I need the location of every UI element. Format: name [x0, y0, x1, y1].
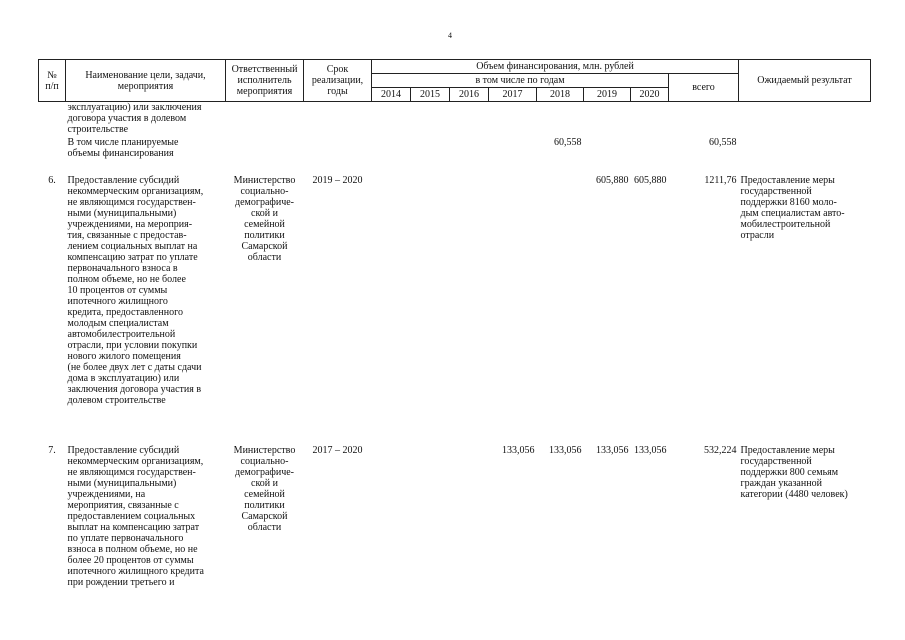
- row-org: [226, 137, 304, 175]
- header-year-2019: 2019: [584, 88, 631, 102]
- row-value-2019: 605,880: [596, 174, 629, 186]
- row-value-2019: [584, 102, 631, 137]
- header-year-2015: 2015: [411, 88, 450, 102]
- row-org: Министерство социально- демографиче- ской и семейной политики Самарской области: [233, 174, 296, 263]
- header-year-2016: 2016: [450, 88, 489, 102]
- header-funding: Объем финансирования, млн. рублей: [372, 60, 739, 74]
- header-name: Наименование цели, задачи, мероприятия: [66, 60, 226, 102]
- row-value-2014: [372, 102, 411, 137]
- table-row: [39, 102, 871, 137]
- row-name: эксплуатацию) или заключения договора участия в долевом строительстве: [67, 102, 202, 135]
- row-value-2016: [450, 102, 489, 137]
- table-row: [39, 445, 871, 588]
- row-value-2014: [372, 445, 411, 588]
- row-value-2015: [411, 445, 450, 588]
- header-by-year: в том числе по годам: [372, 74, 669, 88]
- row-value-2019: 133,056: [596, 444, 629, 456]
- row-result: Предоставление меры государственной поддержки 8160 моло- дым специалистам авто- мобилестроительной отрасли: [740, 174, 845, 241]
- row-term: 2019 – 2020: [312, 174, 363, 186]
- row-value-2020: 133,056: [634, 444, 667, 456]
- row-value-2015: [411, 137, 450, 175]
- table-row: [39, 137, 871, 175]
- row-term: 2017 – 2020: [312, 444, 363, 456]
- row-num: 7.: [48, 444, 56, 456]
- header-num: № п/п: [39, 60, 66, 102]
- header-total: всего: [669, 74, 739, 102]
- row-value-2017: [489, 102, 537, 137]
- row-value-2018: 60,558: [554, 136, 582, 148]
- header-year-2018: 2018: [537, 88, 584, 102]
- header-year-2020: 2020: [631, 88, 669, 102]
- row-value-2020: [631, 137, 669, 175]
- row-result: Предоставление меры государственной поддержки 800 семьям граждан указанной категории (4480 человек): [740, 444, 848, 500]
- row-org: Министерство социально- демографиче- ской и семейной политики Самарской области: [233, 444, 296, 533]
- row-num: [39, 102, 66, 137]
- row-value-2014: [372, 175, 411, 445]
- row-value-2018: [537, 102, 584, 137]
- funding-table: [38, 59, 871, 588]
- row-value-2017: [489, 175, 537, 445]
- row-result: [739, 102, 871, 137]
- row-num: [39, 137, 66, 175]
- row-org: [226, 102, 304, 137]
- row-name: В том числе планируемые объемы финансирования: [67, 136, 179, 159]
- row-result: [739, 137, 871, 175]
- row-value-2019: [584, 137, 631, 175]
- row-value-2015: [411, 102, 450, 137]
- row-num: 6.: [48, 174, 56, 186]
- header-result: Ожидаемый результат: [739, 60, 871, 102]
- row-value-2017: 133,056: [502, 444, 535, 456]
- row-total: 1211,76: [704, 174, 737, 186]
- row-term: [304, 102, 372, 137]
- row-name: Предоставление субсидий некоммерческим организациям, не являющимся государствен- ными (муниципальными) учреждениями, на мероприятия, связанные с предоставлением социальных выплат на компенсацию затрат по уплате первоначального взноса в полном объеме, но не более 20 процентов от суммы ипотечного жилищного кредита при рождении третьего и: [67, 444, 204, 588]
- row-value-2020: [631, 102, 669, 137]
- row-value-2020: 605,880: [634, 174, 667, 186]
- row-value-2015: [411, 175, 450, 445]
- row-total: 60,558: [709, 136, 737, 148]
- row-value-2016: [450, 137, 489, 175]
- page-number: 4: [448, 31, 452, 40]
- row-total: [669, 102, 739, 137]
- header-year-2017: 2017: [489, 88, 537, 102]
- row-value-2018: [537, 175, 584, 445]
- header-org: Ответственный исполнитель мероприятия: [226, 60, 304, 102]
- header-year-2014: 2014: [372, 88, 411, 102]
- row-term: [304, 137, 372, 175]
- row-value-2014: [372, 137, 411, 175]
- row-value-2016: [450, 175, 489, 445]
- row-name: Предоставление субсидий некоммерческим организациям, не являющимся государствен- ными (муниципальными) учреждениями, на мероприя- тия, связанные с предостав- лением социальных выплат на компенсацию затрат по уплате первоначального взноса в полном объеме, но не более 10 процентов от суммы ипотечного жилищного кредита, предоставленного молодым специалистам автомобилестроительной отрасли, при условии покупки нового жилого помещения (не более двух лет с даты сдачи дома в эксплуатацию) или заключения договора участия в долевом строительстве: [67, 174, 204, 406]
- row-value-2018: 133,056: [549, 444, 582, 456]
- header-term: Срок реализации, годы: [304, 60, 372, 102]
- row-value-2016: [450, 445, 489, 588]
- table-row: [39, 175, 871, 445]
- row-value-2017: [489, 137, 537, 175]
- row-total: 532,224: [704, 444, 737, 456]
